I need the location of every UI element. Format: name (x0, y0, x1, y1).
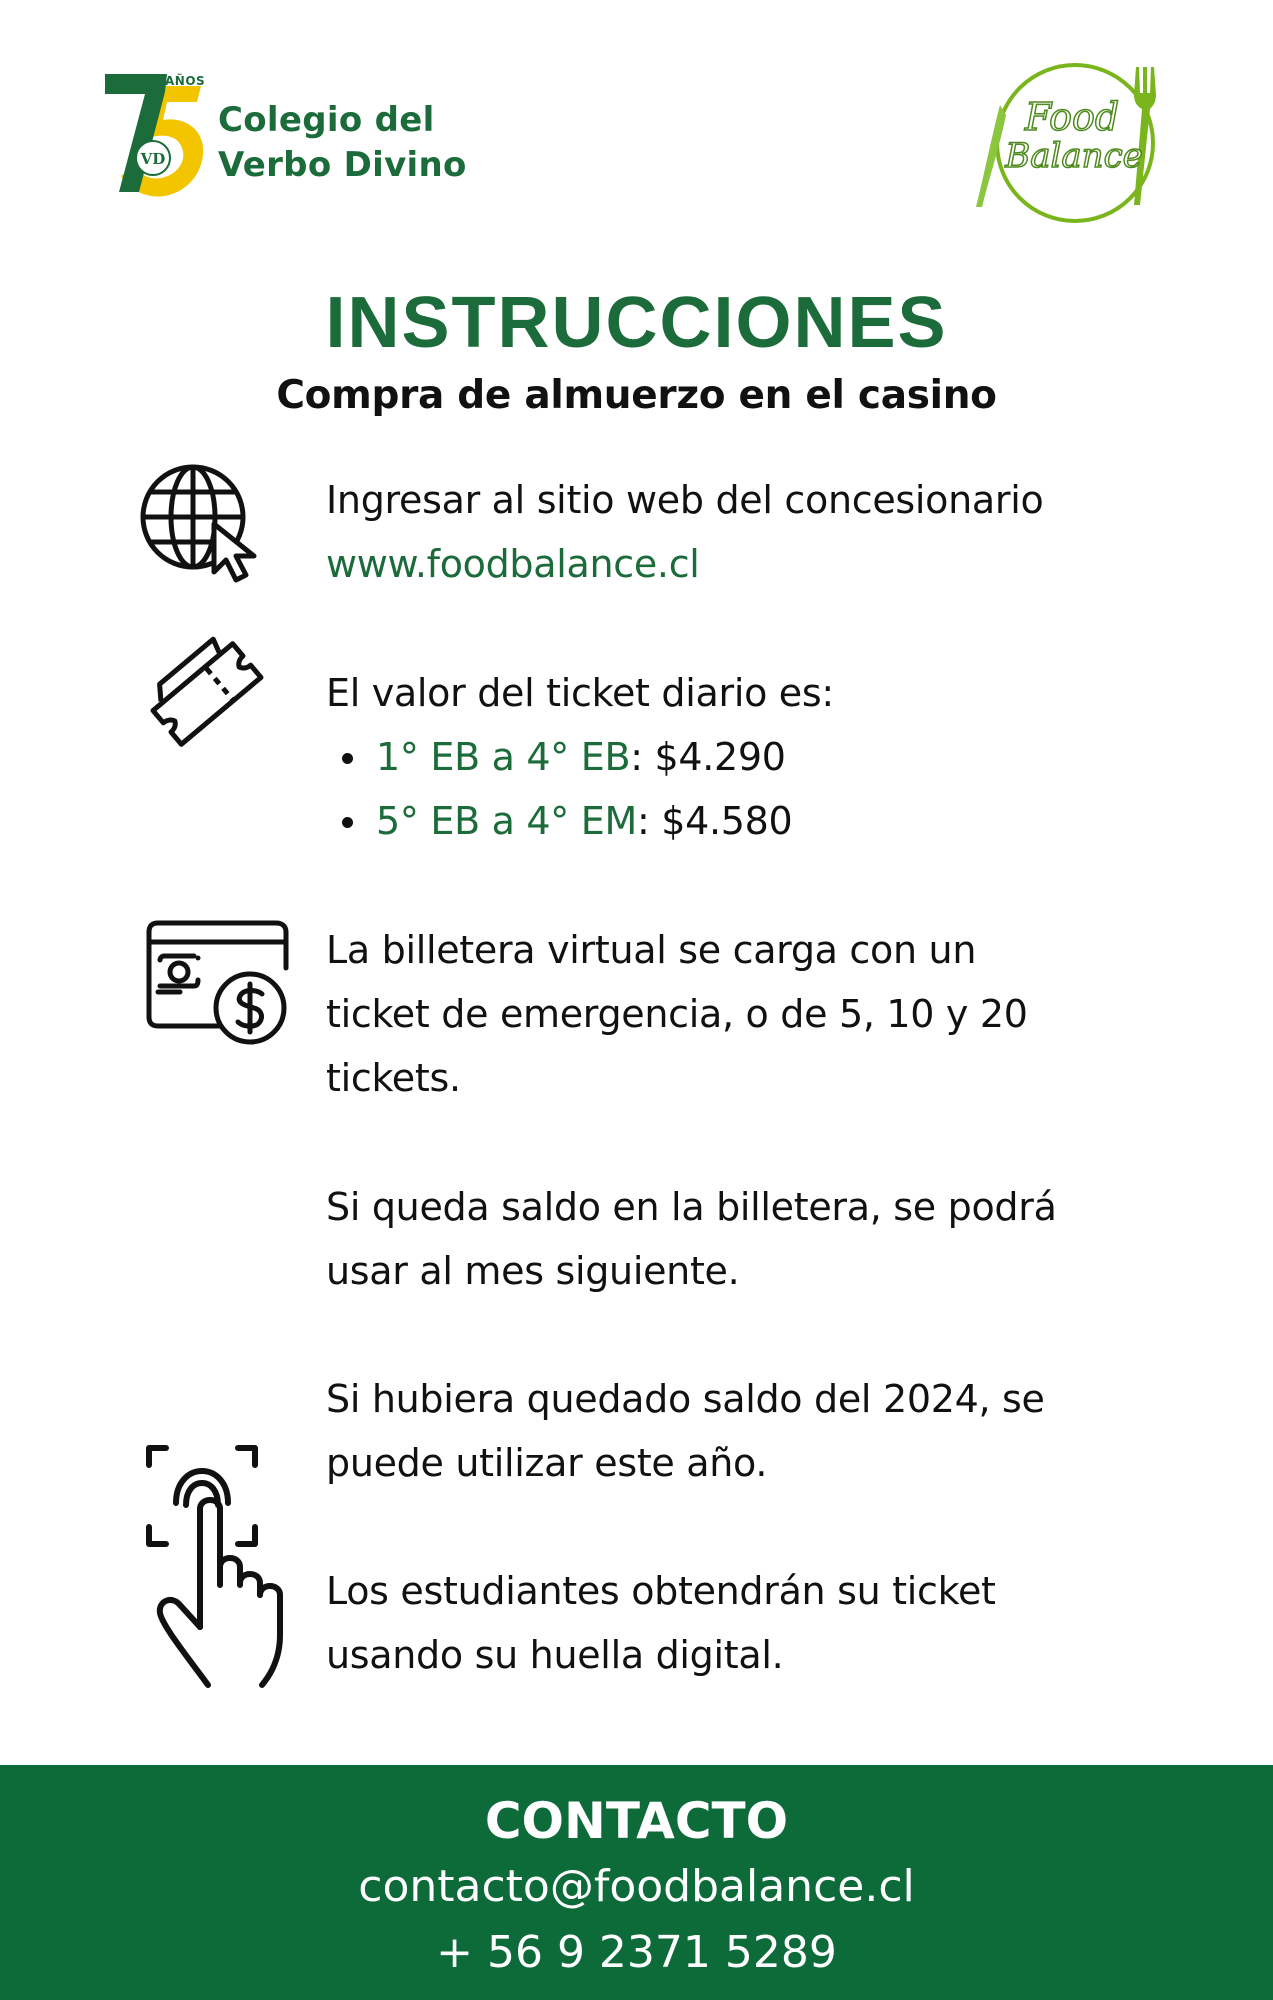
website-step (326, 468, 1206, 596)
food-balance-logo (970, 55, 1185, 235)
fingerprint-line1: Los estudiantes obtendrán su ticket (326, 1569, 996, 1613)
website-url-link[interactable]: www.foodbalance.cl (326, 542, 700, 586)
wallet-text-line2: ticket de emergencia, o de 5, 10 y 20 (326, 992, 1028, 1036)
price-intro: El valor del ticket diario es: (326, 671, 834, 715)
price-value: $4.580 (661, 799, 793, 843)
price-level: 5° EB a 4° EM (376, 799, 637, 843)
school-name-line2: Verbo Divino (218, 145, 467, 185)
fingerprint-step (326, 1559, 1206, 1687)
wallet-text-line3: tickets. (326, 1056, 461, 1100)
svg-text:VD: VD (140, 150, 166, 168)
wallet-balance-note (326, 1175, 1206, 1303)
contact-footer (0, 1765, 1273, 2000)
price-list (326, 725, 1206, 853)
price-value: $4.290 (654, 735, 786, 779)
wallet-dollar-icon (146, 920, 292, 1052)
website-step-text: Ingresar al sitio web del concesionario (326, 478, 1044, 522)
school-anos-label: AÑOS (165, 74, 206, 88)
fingerprint-line2: usando su huella digital. (326, 1633, 784, 1677)
previous-balance-line1: Si hubiera quedado saldo del 2024, se (326, 1377, 1045, 1421)
ticket-icon (145, 632, 270, 761)
wallet-step (326, 918, 1206, 1110)
contact-email-link[interactable]: contacto@foodbalance.cl (358, 1861, 915, 1912)
price-list-item: 5° EB a 4° EM: $4.580 (376, 789, 1206, 853)
price-step (326, 661, 1206, 853)
wallet-balance-line1: Si queda saldo en la billetera, se podrá (326, 1185, 1057, 1229)
school-name-line1: Colegio del (218, 100, 435, 140)
contact-phone-link[interactable]: + 56 9 2371 5289 (436, 1927, 837, 1978)
price-list-item: 1° EB a 4° EB: $4.290 (376, 725, 1206, 789)
school-name (218, 98, 467, 188)
school-75-emblem-icon (105, 72, 215, 207)
previous-balance-line2: puede utilizar este año. (326, 1441, 768, 1485)
food-balance-plate-icon (970, 55, 1185, 235)
food-logo-text-line2: Balance (1005, 136, 1143, 176)
price-level: 1° EB a 4° EB (376, 735, 631, 779)
fingerprint-hand-icon (146, 1445, 294, 1694)
previous-balance-note (326, 1367, 1206, 1495)
page-title: INSTRUCCIONES (325, 283, 948, 363)
food-logo-text-line1: Food (1024, 95, 1120, 139)
contact-title: CONTACTO (484, 1792, 789, 1850)
page-subtitle: Compra de almuerzo en el casino (276, 373, 997, 418)
wallet-balance-line2: usar al mes siguiente. (326, 1249, 740, 1293)
school-logo (105, 72, 485, 207)
globe-cursor-icon (138, 462, 262, 590)
wallet-text-line1: La billetera virtual se carga con un (326, 928, 977, 972)
